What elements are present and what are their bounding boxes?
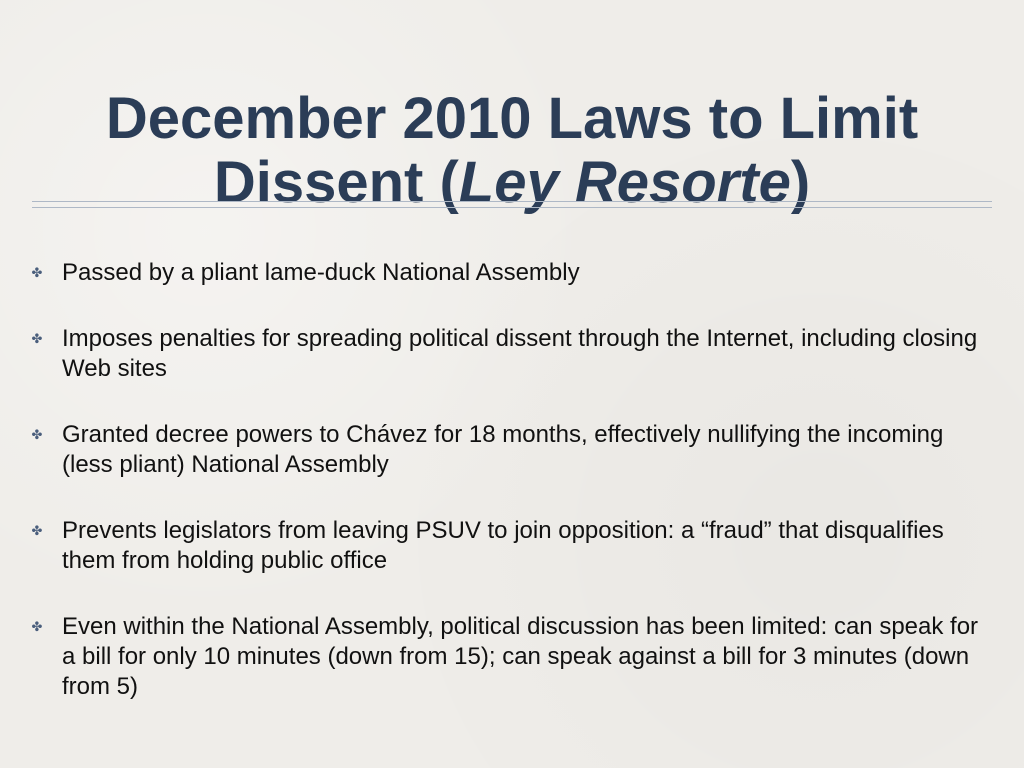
- four-pointed-star-icon: ✤: [31, 265, 43, 280]
- bullet-item: [30, 516, 990, 576]
- four-pointed-star-icon: ✤: [31, 523, 43, 538]
- slide-title: [40, 87, 984, 215]
- bullet-text: Prevents legislators from leaving PSUV to join opposition: a “fraud” that disqualifies them from holding public office: [62, 517, 944, 574]
- four-pointed-star-icon: ✤: [31, 619, 43, 634]
- bullet-item: [30, 420, 990, 480]
- bullet-item: [30, 258, 990, 288]
- title-divider: [32, 201, 992, 208]
- bullet-text: Even within the National Assembly, political discussion has been limited: can speak for a bill for only 10 minutes (down from 15); can speak against a bill for 3 minutes (down from 5): [62, 613, 979, 700]
- title-prefix: Dissent (: [213, 149, 459, 215]
- bullet-list: [30, 258, 990, 738]
- title-line-1: December 2010 Laws to Limit: [105, 85, 919, 151]
- bullet-text: Passed by a pliant lame-duck National Assembly: [62, 259, 580, 286]
- bullet-item: [30, 612, 990, 702]
- bullet-text: Imposes penalties for spreading political dissent through the Internet, including closing Web sites: [62, 325, 978, 382]
- four-pointed-star-icon: ✤: [31, 427, 43, 442]
- four-pointed-star-icon: ✤: [31, 331, 43, 346]
- bullet-item: [30, 324, 990, 384]
- bullet-text: Granted decree powers to Chávez for 18 months, effectively nullifying the incoming (less pliant) National Assembly: [62, 421, 944, 478]
- title-italic: Ley Resorte: [458, 149, 791, 215]
- title-suffix: ): [790, 149, 811, 215]
